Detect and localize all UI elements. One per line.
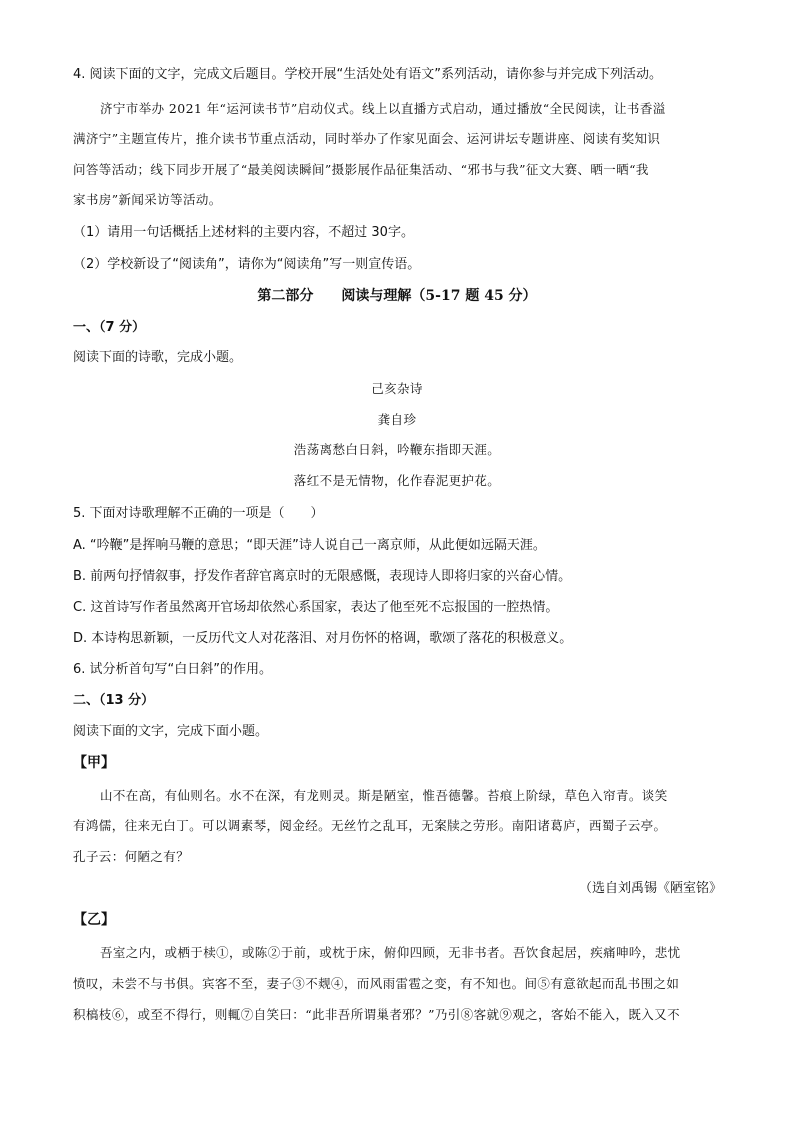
jia-source: （选自刘禹锡《陋室铭》 [578, 881, 722, 896]
yi-line: 吾室之内，或栖于椟①，或陈②于前，或枕于床，俯仰四顾，无非书者。吾饮食起居，疾痛呻吟，悲忧 [100, 945, 681, 960]
poem-author: 龚自珍 [377, 412, 417, 427]
sec2-heading: 二、（13 分） [73, 693, 155, 708]
jia-line: 孔子云：何陋之有？ [73, 849, 190, 864]
q4-material-line: 家书房”新闻采访等活动。 [73, 192, 222, 207]
q6-stem: 6. 试分析首句写“白日斜”的作用。 [73, 662, 273, 677]
sec2-intro: 阅读下面的文字，完成下面小题。 [73, 724, 269, 739]
q4-sub1: （1）请用一句话概括上述材料的主要内容，不超过 30字。 [73, 225, 414, 240]
yi-line: 积槁枝⑥，或至不得行，则輒⑦自笑曰：“此非吾所谓巢者邪？”乃引⑧客就⑨观之，客始不能入，既入又不 [73, 1007, 680, 1022]
q5-option-a: A. “吟鞭”是挥响马鞭的意思；“即天涯”诗人说自己一离京师，从此便如远隔天涯。 [73, 538, 546, 553]
q5-option-b: B. 前两句抒情叙事，抒发作者辞官离京时的无限感慨，表现诗人即将归家的兴奋心情。 [73, 569, 572, 584]
q5-option-d: D. 本诗构思新颖，一反历代文人对花落泪、对月伤怀的格调，歌颂了落花的积极意义。 [73, 631, 573, 646]
sec1-heading: 一、（7 分） [73, 320, 146, 335]
jia-line: 山不在高，有仙则名。水不在深，有龙则灵。斯是陋室，惟吾德馨。苔痕上阶绿，草色入帘青。谈笑 [100, 788, 668, 803]
part2-title: 第二部分 阅读与理解（5-17 题 45 分） [257, 288, 537, 304]
poem-title: 己亥杂诗 [371, 381, 423, 396]
poem-line: 浩荡离愁白日斜，吟鞭东指即天涯。 [293, 442, 501, 457]
q4-material-line: 问答等活动；线下同步开展了“最美阅读瞬间”摄影展作品征集活动、“邪书与我”征文大赛、晒一晒“我 [73, 162, 649, 177]
yi-line: 愤叹，未尝不与书俱。宾客不至，妻子③不觌④，而风雨雷雹之变，有不知也。间⑤有意欲起而乱书围之如 [73, 976, 680, 991]
passage-yi-label: 【乙】 [73, 912, 115, 928]
q4-sub2: （2）学校新设了“阅读角”，请你为“阅读角”写一则宣传语。 [73, 257, 421, 272]
sec1-intro: 阅读下面的诗歌，完成小题。 [73, 350, 243, 365]
passage-jia-label: 【甲】 [73, 755, 115, 771]
q5-stem: 5. 下面对诗歌理解不正确的一项是（ ） [73, 506, 324, 521]
q4-material-line: 济宁市举办 2021 年“运河读书节”启动仪式。线上以直播方式启动，通过播放“全民阅读，让书香溢 [100, 101, 666, 116]
q4-material-line: 满济宁”主题宣传片，推介读书节重点活动，同时举办了作家见面会、运河讲坛专题讲座、阅读有奖知识 [73, 131, 661, 146]
poem-line: 落红不是无情物，化作春泥更护花。 [293, 473, 501, 488]
jia-line: 有鸿儒，往来无白丁。可以调素琴，阅金经。无丝竹之乱耳，无案牍之劳形。南阳诸葛庐，西蜀子云亭。 [73, 818, 667, 833]
q4-stem: 4. 阅读下面的文字，完成文后题目。学校开展“生活处处有语文”系列活动，请你参与并完成下列活动。 [73, 67, 663, 82]
q5-option-c: C. 这首诗写作者虽然离开官场却依然心系国家，表达了他至死不忘报国的一腔热情。 [73, 600, 559, 615]
